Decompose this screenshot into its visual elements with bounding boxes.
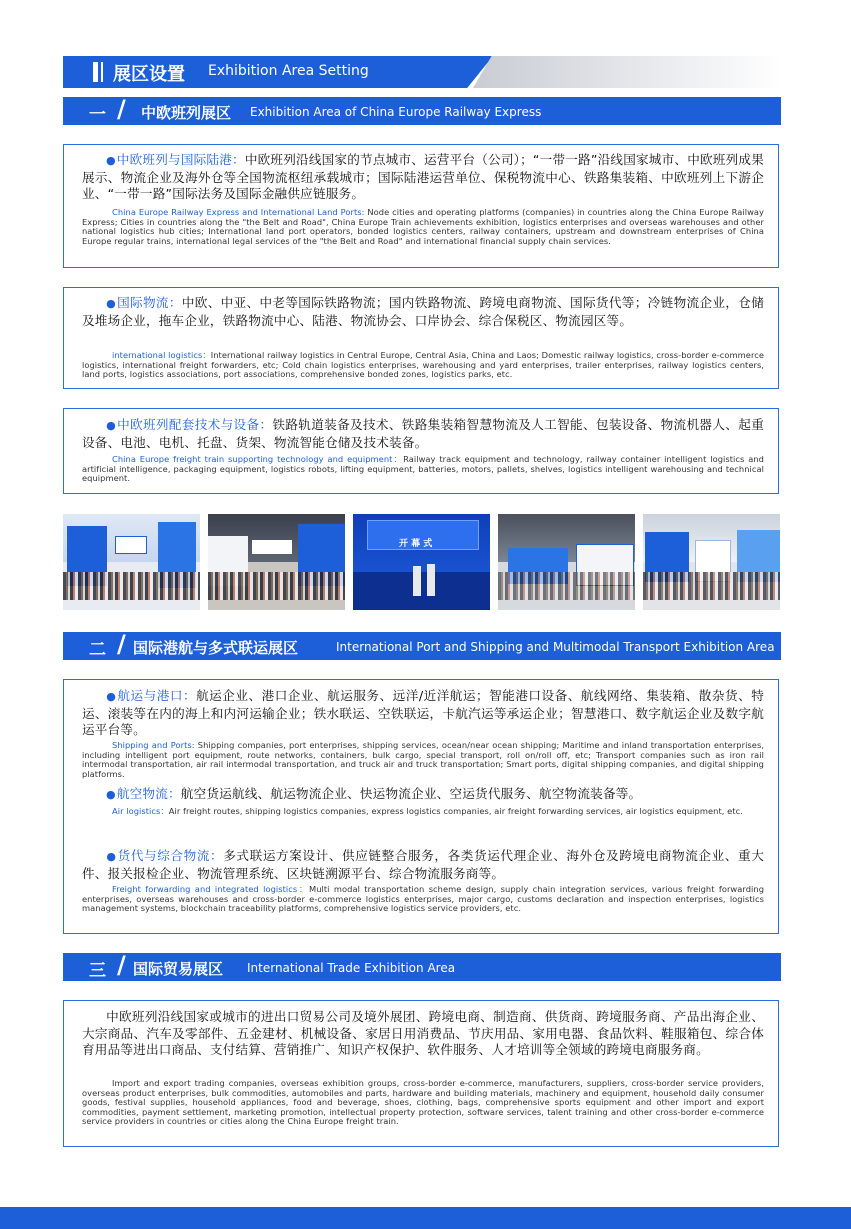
box2-en-body: International railway logistics in Central Europe, Central Asia, China and Laos; Domestic railway logistics, cross-border e-commerce logistics, international freight forwarders, etc; Cold chain logistics enterprises, warehousing and yard enterprises, trailer enterprises, railway logistics centers, land ports, logistics associations, port associations, comprehensive bonded zones, logistics parks, etc. — [82, 350, 764, 380]
s3-en-body: Import and export trading companies, overseas exhibition groups, cross-border e-commerce, manufacturers, suppliers, cross-border service providers, overseas product enterprises, bulk commodities, automobiles and parts, hardware and building materials, machinery and equipment, household daily consumer goods, festival supplies, household appliances, food and beverage, shoes, clothing, bags, comprehensive sports equipment and other import and export commodities, payment settlement, marketing promotion, intellectual property protection, software services, talent training and other cross-border e-commerce service providers in countries or cities along the China Europe freight train. — [82, 1078, 764, 1127]
photo-opening-ceremony — [353, 514, 490, 610]
box2-en-title: international logistics： — [112, 350, 211, 360]
s3-cn-body: 中欧班列沿线国家或城市的进出口贸易公司及境外展团、跨境电商、制造商、供货商、跨境服务商、产品出海企业、大宗商品、汽车及零部件、五金建材、机械设备、家居日用消费品、节庆用品、家用电器、食品饮料、鞋服箱包、综合体育用品等进出口商品、支付结算、营销推广、知识产权保护、软件服务、人才培训等全领域的跨境电商服务商。 — [82, 1009, 764, 1057]
s2-item3-cn-body: 多式联运方案设计、供应链整合服务，各类货运代理企业、海外仓及跨境电商物流企业、重大件、报关报检企业、物流管理系统、区块链溯源平台、综合物流服务商等。 — [82, 848, 765, 881]
box2-cn-paragraph — [82, 295, 764, 329]
box2-cn-title: 国际物流： — [117, 295, 182, 310]
slash-icon: / — [117, 630, 126, 658]
box3-cn-body: 铁路轨道装备及技术、铁路集装箱智慧物流及人工智能、包装设备、物流机器人、起重设备、电池、电机、托盘、货架、物流智能仓储及技术装备。 — [82, 417, 764, 450]
s2-item1-cn-body: 航运企业、港口企业、航运服务、远洋/近洋航运；智能港口设备、航线网络、集装箱、散杂货、特运、滚装等在内的海上和内河运输企业；铁水联运、空铁联运，卡航汽运等承运企业；智慧港口、数字航运企业及数字航运平台等。 — [82, 688, 764, 737]
main-header-title-cn: 展区设置 — [113, 64, 185, 85]
section3-title-cn: 国际贸易展区 — [133, 960, 224, 978]
section3-header — [63, 953, 781, 981]
box1-cn-paragraph — [82, 152, 764, 203]
slash-icon: / — [117, 951, 126, 979]
box3-en-body: Railway track equipment and technology, railway container intelligent logistics and artificial intelligence, packaging equipment, logistics robots, lifting equipment, batteries, motors, pallets, shelves, logistics intelligent warehousing and technical equipment. — [82, 454, 764, 484]
section1-box-equipment — [63, 408, 779, 494]
section1-box-railway — [63, 144, 779, 268]
s2-item2-en-body: Air freight routes, shipping logistics companies, express logistics companies, air freight forwarding services, air logistics equipment, etc. — [168, 806, 743, 816]
section2-header — [63, 632, 781, 660]
slash-icon: / — [117, 95, 126, 123]
s3-en-paragraph — [82, 1079, 764, 1127]
section1-title-en: Exhibition Area of China Europe Railway Express — [250, 105, 542, 119]
header-mark-thin-icon — [101, 62, 103, 82]
s2-item1-en-body: Shipping companies, port enterprises, shipping services, ocean/near ocean shipping; Maritime and inland transportation enterprises, including intelligent port equipment, route networks, containers, bulk cargo, special transport, roll on/roll off, etc; Transport companies such as iron rail intermodal transportation, air rail intermodal transportation, and truck air and truck transportation; Smart ports, digital shipping companies, and digital shipping platforms. — [82, 740, 765, 779]
box1-cn-title: 中欧班列与国际陆港： — [116, 152, 245, 167]
box1-en-paragraph — [82, 208, 764, 246]
bullet-icon: ● — [106, 419, 117, 432]
section1-title-cn: 中欧班列展区 — [141, 104, 232, 122]
section3-title-en: International Trade Exhibition Area — [247, 961, 456, 975]
section1-number: 一 — [89, 105, 106, 125]
section1-box-logistics — [63, 287, 779, 389]
bullet-icon: ● — [106, 154, 116, 167]
s2-item2-en-paragraph — [82, 807, 764, 817]
header-mark-icon — [93, 62, 98, 82]
box1-en-title: China Europe Railway Express and International Land Ports: — [112, 207, 365, 217]
section2-box — [63, 679, 779, 934]
box1-cn-body: 中欧班列沿线国家的节点城市、运营平台（公司）；“一带一路”沿线国家城市、中欧班列成果展示、物流企业及海外仓等全国物流枢纽承载城市；国际陆港运营单位、保税物流中心、铁路集装箱、中欧班列上下游企业、“一带一路”国际法务及国际金融供应链服务。 — [82, 152, 764, 201]
bullet-icon: ● — [106, 690, 117, 703]
box3-cn-title: 中欧班列配套技术与设备： — [117, 417, 273, 432]
section2-title-en: International Port and Shipping and Multimodal Transport Exhibition Area — [336, 640, 775, 654]
s2-item1-cn-title: 航运与港口： — [117, 688, 197, 703]
photo-exhibition-hall-2 — [208, 514, 345, 610]
s2-item1-cn-paragraph — [82, 688, 764, 739]
s2-item1-en-paragraph — [82, 741, 764, 779]
footer-bar — [0, 1207, 851, 1229]
box2-en-paragraph — [82, 351, 764, 380]
box1-en-body: Node cities and operating platforms (companies) in countries along the China Europe Railway Express; Cities in countries along the "the Belt and Road", China Europe Train achievements exhibition, logistics enterprises and overseas warehouses and other national logistics hub cities; International land port operators, bonded logistics centers, railway containers, upstream and downstream enterprises of China Europe regular trains, international legal services of the "the Belt and Road" and international financial supply chain services. — [82, 207, 764, 246]
section2-title-cn: 国际港航与多式联运展区 — [133, 639, 299, 657]
photo-exhibition-hall-1 — [63, 514, 200, 610]
section3-number: 三 — [89, 961, 106, 981]
s2-item2-cn-paragraph — [82, 786, 764, 804]
photo-exhibition-hall-4 — [643, 514, 780, 610]
section2-number: 二 — [89, 640, 106, 660]
section1-header — [63, 97, 781, 125]
ceremony-sign: 开 幕 式 — [399, 539, 433, 549]
s2-item2-cn-title: 航空物流： — [116, 786, 181, 801]
bullet-icon: ● — [106, 850, 117, 863]
s2-item3-cn-title: 货代与综合物流： — [117, 848, 224, 863]
main-header — [63, 56, 783, 88]
s2-item2-cn-body: 航空货运航线、航运物流企业、快运物流企业、空运货代服务、航空物流装备等。 — [180, 786, 642, 801]
s2-item1-en-title: Shipping and Ports: — [112, 740, 195, 750]
bullet-icon: ● — [106, 297, 117, 310]
photo-strip — [63, 514, 781, 610]
s2-item3-en-paragraph — [82, 885, 764, 914]
bullet-icon: ● — [106, 788, 116, 801]
section3-box — [63, 1000, 779, 1147]
box3-en-title: China Europe freight train supporting technology and equipment： — [112, 454, 404, 464]
box3-cn-paragraph — [82, 417, 764, 451]
main-header-title-en: Exhibition Area Setting — [208, 63, 369, 79]
s2-item2-en-title: Air logistics： — [112, 806, 169, 816]
box3-en-paragraph — [82, 455, 764, 484]
main-header-gradient — [473, 56, 783, 88]
box2-cn-body: 中欧、中亚、中老等国际铁路物流；国内铁路物流、跨境电商物流、国际货代等；冷链物流企业，仓储及堆场企业，拖车企业，铁路物流中心、陆港、物流协会、口岸协会、综合保税区、物流园区等。 — [82, 295, 765, 328]
s2-item3-en-body: Multi modal transportation scheme design, supply chain integration services, various freight forwarding enterprises, overseas warehouses and cross-border e-commerce logistics enterprises, major cargo, customs declaration and inspection enterprises, logistics management systems, blockchain traceability platforms, comprehensive logistics service providers, etc. — [82, 884, 765, 914]
s2-item3-cn-paragraph — [82, 848, 764, 882]
photo-exhibition-hall-3 — [498, 514, 635, 610]
s2-item3-en-title: Freight forwarding and integrated logistics： — [112, 884, 309, 894]
s3-cn-paragraph — [82, 1009, 764, 1059]
